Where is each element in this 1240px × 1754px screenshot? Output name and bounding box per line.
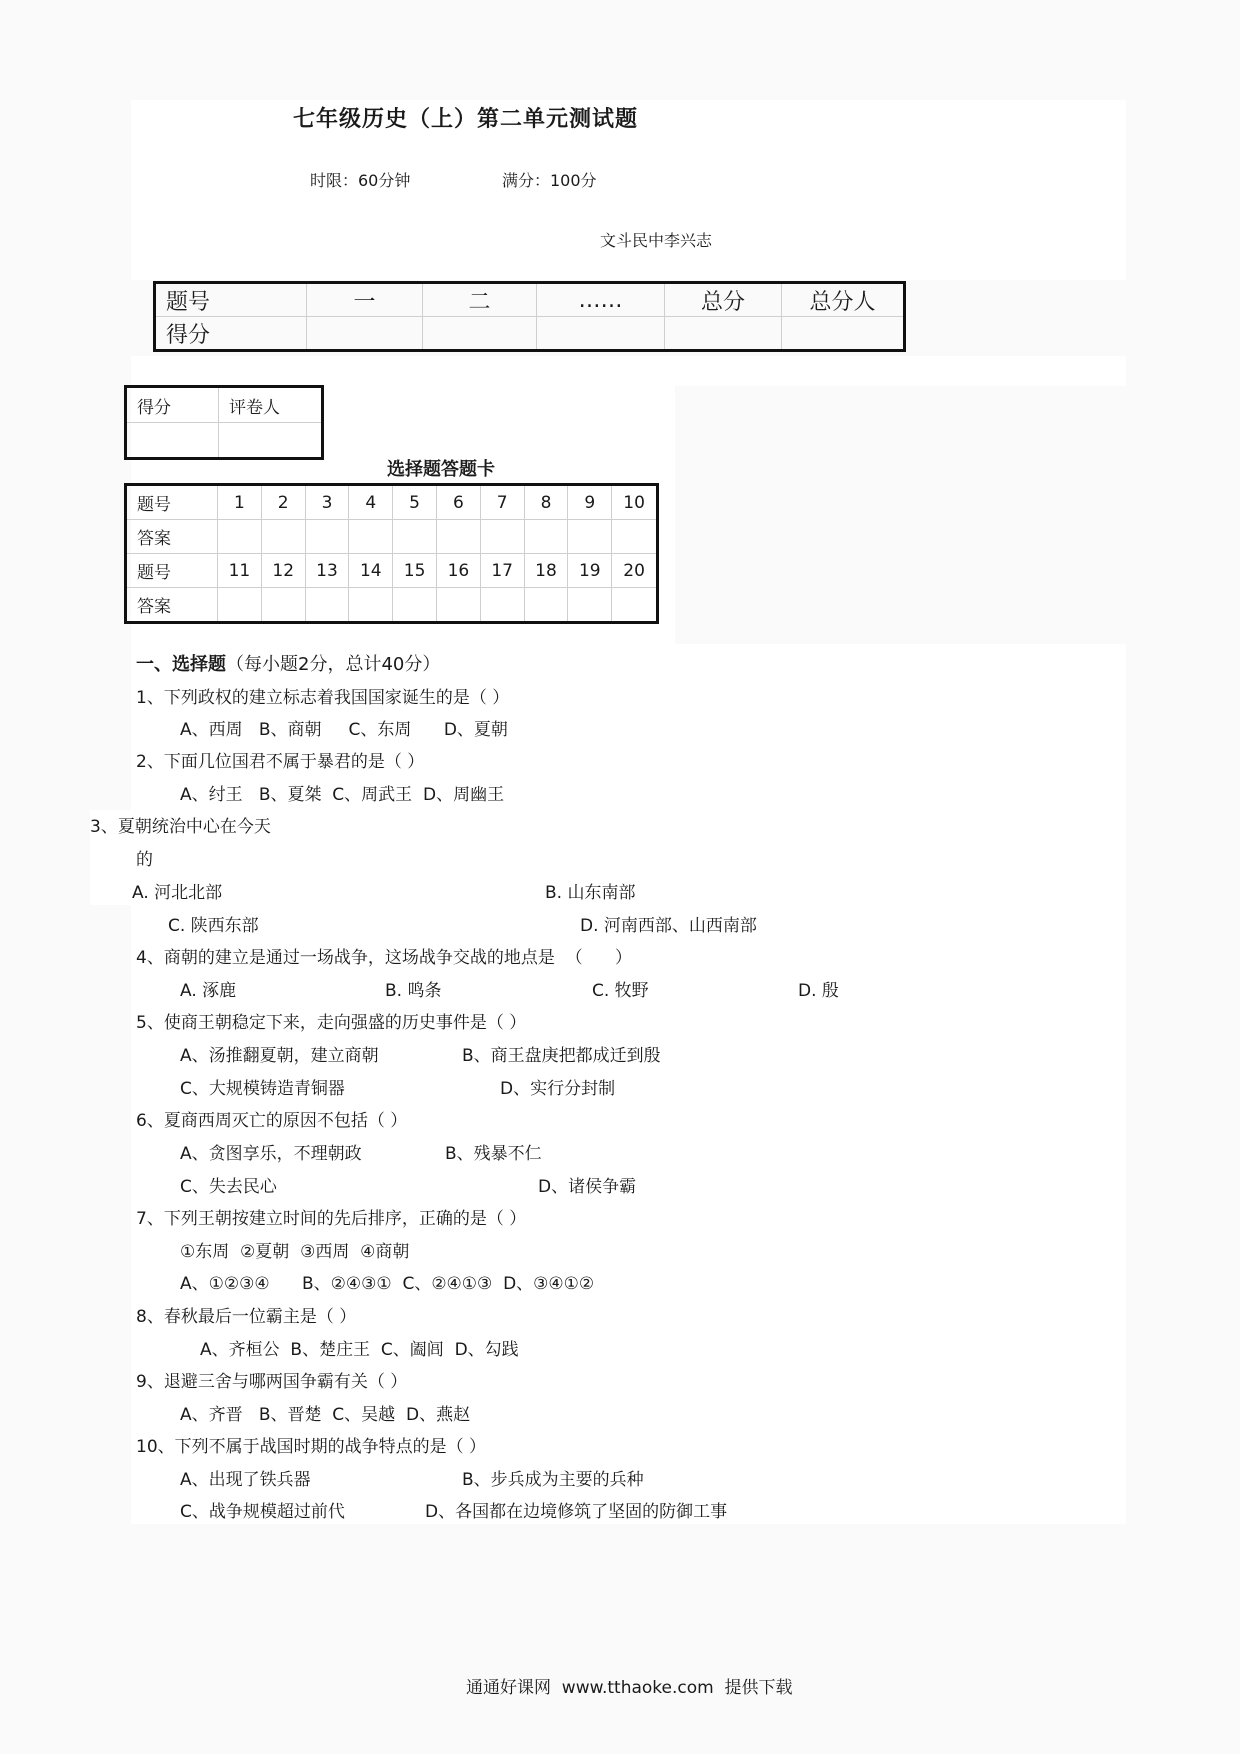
question-10-option-b: B、步兵成为主要的兵种 [462, 1470, 644, 1490]
score-table-cell: 题号 [155, 283, 307, 317]
question-number: 17 [480, 554, 524, 588]
answer-cell[interactable] [261, 588, 305, 623]
question-6-option-b: B、残暴不仁 [445, 1144, 542, 1164]
answer-cell[interactable] [218, 520, 262, 554]
grader-score-label: 得分 [126, 387, 219, 423]
score-input-cell[interactable] [782, 317, 905, 351]
question-4-option-a: A. 涿鹿 [180, 981, 237, 1001]
answer-number-row [126, 485, 658, 520]
question-3-option-a: A. 河北北部 [132, 883, 223, 903]
footer-credit: 通通好课网 www.tthaoke.com 提供下载 [466, 1678, 793, 1698]
question-10-option-c: C、战争规模超过前代 [180, 1502, 345, 1522]
score-table-score-row [155, 317, 905, 351]
answer-cell[interactable] [524, 520, 568, 554]
question-3-option-c: C. 陕西东部 [168, 916, 259, 936]
time-limit: 时限：60分钟 [310, 171, 411, 190]
answer-cell[interactable] [612, 520, 658, 554]
question-number: 3 [305, 485, 349, 520]
answer-cell[interactable] [568, 520, 612, 554]
grader-label: 评卷人 [219, 387, 323, 423]
question-number: 10 [612, 485, 658, 520]
question-9: 9、退避三舍与哪两国争霸有关（ ） [136, 1372, 408, 1392]
question-2-options: A、纣王 B、夏桀 C、周武王 D、周幽王 [180, 785, 505, 805]
header-band-2 [131, 356, 1126, 386]
answer-cell[interactable] [349, 520, 393, 554]
answer-cell[interactable] [349, 588, 393, 623]
question-1: 1、下列政权的建立标志着我国国家诞生的是（ ） [136, 688, 510, 708]
question-4: 4、商朝的建立是通过一场战争，这场战争交战的地点是 （ ） [136, 948, 633, 968]
question-3-option-d: D. 河南西部、山西南部 [580, 916, 757, 936]
score-table-cell: 一 [307, 283, 423, 317]
question-number: 13 [305, 554, 349, 588]
question-number: 1 [218, 485, 262, 520]
score-table-cell: …… [537, 283, 665, 317]
question-4-option-d: D. 殷 [798, 981, 839, 1001]
question-5: 5、使商王朝稳定下来，走向强盛的历史事件是（ ） [136, 1013, 527, 1033]
full-score: 满分：100分 [502, 171, 597, 190]
question-8: 8、春秋最后一位霸主是（ ） [136, 1307, 357, 1327]
question-9-options: A、齐晋 B、晋楚 C、吴越 D、燕赵 [180, 1405, 471, 1425]
answer-cell[interactable] [568, 588, 612, 623]
answer-cell[interactable] [261, 520, 305, 554]
question-2: 2、下面几位国君不属于暴君的是（ ） [136, 752, 425, 772]
answer-number-row [126, 554, 658, 588]
question-7-items: ①东周 ②夏朝 ③西周 ④商朝 [180, 1242, 410, 1262]
question-number: 4 [349, 485, 393, 520]
number-label: 题号 [126, 485, 218, 520]
question-number: 8 [524, 485, 568, 520]
answer-row [126, 588, 658, 623]
answer-cell[interactable] [436, 588, 480, 623]
grader-name-cell[interactable] [219, 423, 323, 459]
score-table [153, 281, 906, 352]
answer-cell[interactable] [436, 520, 480, 554]
answer-row [126, 520, 658, 554]
score-input-cell[interactable] [665, 317, 782, 351]
question-5-option-a: A、汤推翻夏朝，建立商朝 [180, 1046, 379, 1066]
question-number: 11 [218, 554, 262, 588]
score-input-cell[interactable] [537, 317, 665, 351]
question-3-option-b: B. 山东南部 [545, 883, 636, 903]
question-6: 6、夏商西周灭亡的原因不包括（ ） [136, 1111, 408, 1131]
answer-cell[interactable] [393, 520, 437, 554]
question-number: 12 [261, 554, 305, 588]
answer-cell[interactable] [393, 588, 437, 623]
question-number: 9 [568, 485, 612, 520]
answer-cell[interactable] [480, 520, 524, 554]
question-6-option-a: A、贪图享乐，不理朝政 [180, 1144, 362, 1164]
answer-cell[interactable] [218, 588, 262, 623]
question-7: 7、下列王朝按建立时间的先后排序，正确的是（ ） [136, 1209, 527, 1229]
score-table-cell: 得分 [155, 317, 307, 351]
question-10-option-d: D、各国都在边境修筑了坚固的防御工事 [425, 1502, 728, 1522]
page-title: 七年级历史（上）第二单元测试题 [293, 107, 639, 132]
number-label: 题号 [126, 554, 218, 588]
question-4-option-b: B. 鸣条 [385, 981, 442, 1001]
question-number: 14 [349, 554, 393, 588]
grader-table [124, 385, 324, 460]
question-1-options: A、西周 B、商朝 C、东周 D、夏朝 [180, 720, 508, 740]
answer-label: 答案 [126, 520, 218, 554]
question-3: 3、夏朝统治中心在今天 [90, 817, 271, 837]
question-number: 2 [261, 485, 305, 520]
score-table-cell: 总分人 [782, 283, 905, 317]
section-title: 一、选择题 [136, 654, 226, 675]
question-10: 10、下列不属于战国时期的战争特点的是（ ） [136, 1437, 487, 1457]
score-table-cell: 总分 [665, 283, 782, 317]
question-6-option-c: C、失去民心 [180, 1177, 277, 1197]
answer-card-title: 选择题答题卡 [387, 459, 495, 480]
grader-score-cell[interactable] [126, 423, 219, 459]
score-input-cell[interactable] [307, 317, 423, 351]
answer-cell[interactable] [612, 588, 658, 623]
answer-card-table [124, 483, 659, 624]
score-table-header-row [155, 283, 905, 317]
section-note: （每小题2分，总计40分） [226, 654, 441, 675]
score-table-cell: 二 [423, 283, 537, 317]
question-4-option-c: C. 牧野 [592, 981, 649, 1001]
question-5-option-c: C、大规模铸造青铜器 [180, 1079, 345, 1099]
answer-cell[interactable] [480, 588, 524, 623]
question-10-option-a: A、出现了铁兵器 [180, 1470, 311, 1490]
question-7-options: A、①②③④ B、②④③① C、②④①③ D、③④①② [180, 1274, 595, 1294]
question-8-options: A、齐桓公 B、楚庄王 C、阖闾 D、勾践 [200, 1340, 519, 1360]
question-6-option-d: D、诸侯争霸 [538, 1177, 637, 1197]
answer-cell[interactable] [305, 588, 349, 623]
answer-cell[interactable] [524, 588, 568, 623]
score-input-cell[interactable] [423, 317, 537, 351]
question-number: 20 [612, 554, 658, 588]
question-number: 6 [436, 485, 480, 520]
answer-label: 答案 [126, 588, 218, 623]
question-5-option-b: B、商王盘庚把都成迁到殷 [462, 1046, 661, 1066]
question-number: 7 [480, 485, 524, 520]
question-number: 16 [436, 554, 480, 588]
question-number: 5 [393, 485, 437, 520]
section-heading [136, 650, 440, 676]
answer-cell[interactable] [305, 520, 349, 554]
question-3-cont: 的 [136, 850, 153, 870]
question-5-option-d: D、实行分封制 [500, 1079, 616, 1099]
question-number: 19 [568, 554, 612, 588]
question-number: 18 [524, 554, 568, 588]
question-number: 15 [393, 554, 437, 588]
author: 文斗民中李兴志 [600, 231, 713, 250]
